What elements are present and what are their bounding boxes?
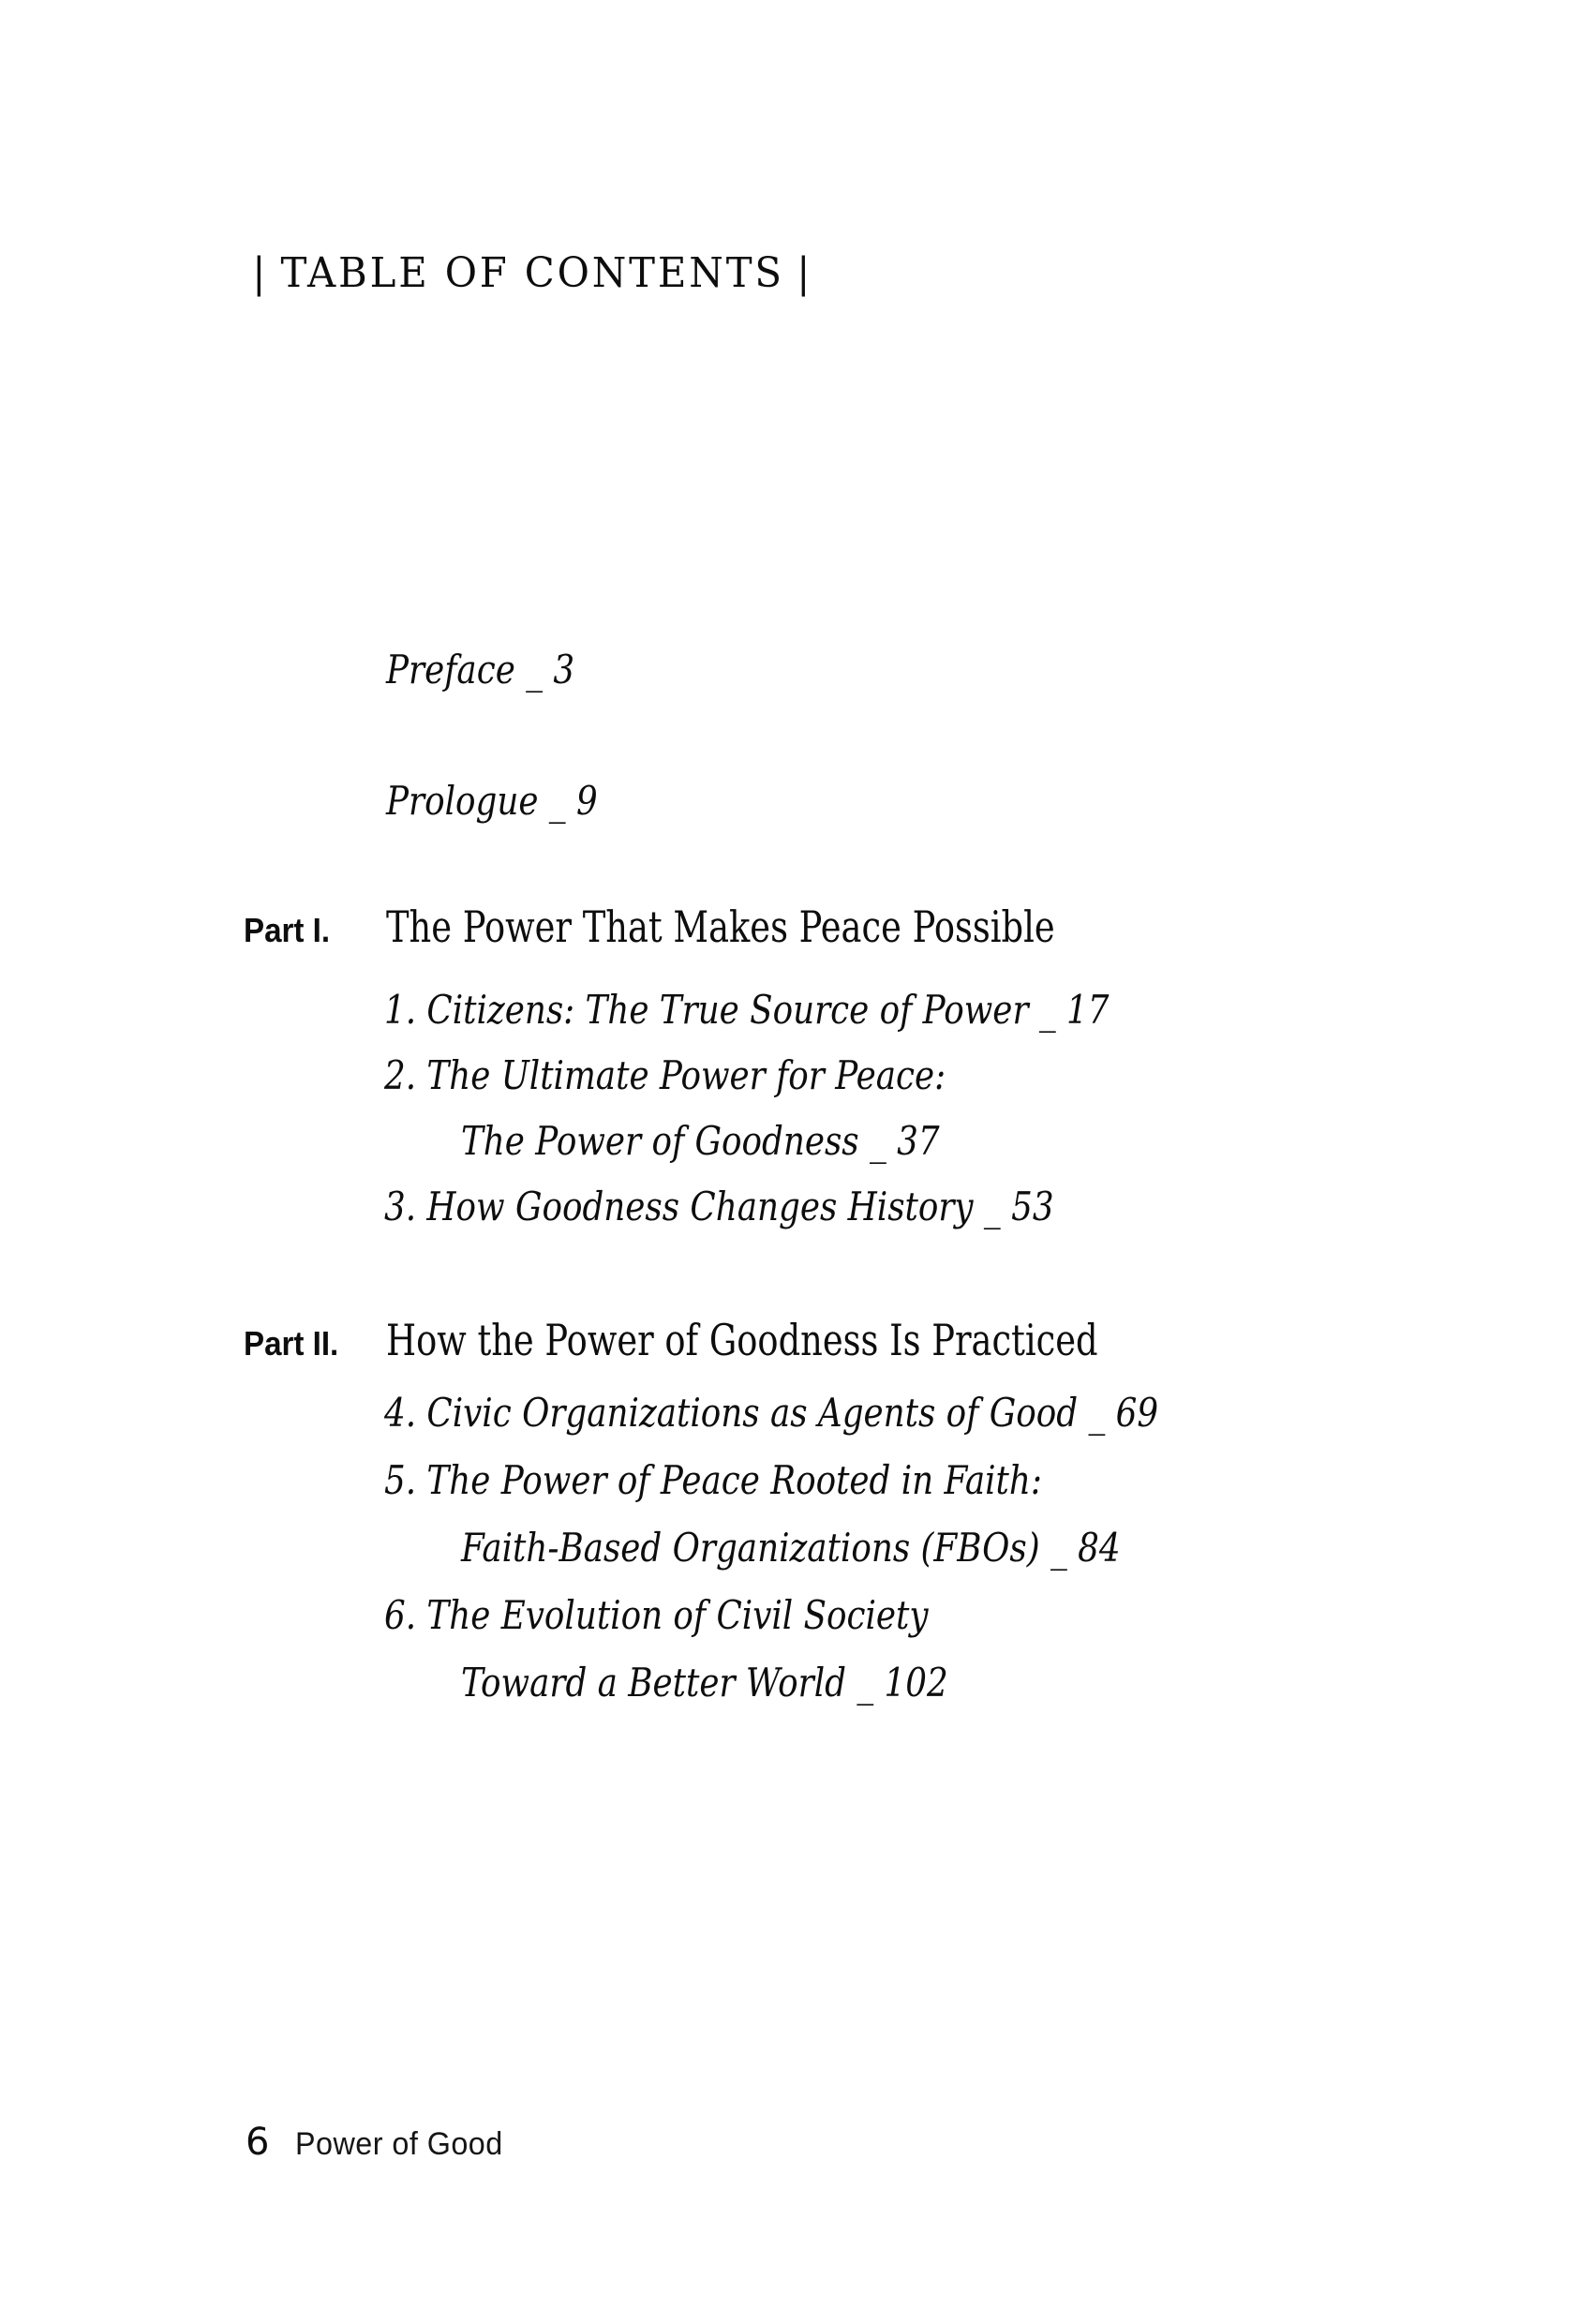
toc-entry-chapter-2-continuation: The Power of Goodness _ 37 <box>461 1118 940 1164</box>
toc-entry-chapter-6: 6. The Evolution of Civil Society <box>384 1592 929 1638</box>
part-1-title: The Power That Makes Peace Possible <box>386 901 1055 952</box>
part-2-heading <box>244 1315 1276 1366</box>
running-book-title: Power of Good <box>295 2126 504 2162</box>
page-title: TABLE OF CONTENTS <box>280 249 784 297</box>
page-number: 6 <box>246 2121 270 2164</box>
toc-entry-chapter-6-continuation: Toward a Better World _ 102 <box>461 1660 948 1706</box>
toc-entry-chapter-3: 3. How Goodness Changes History _ 53 <box>384 1184 1054 1229</box>
part-2-label: Part II. <box>244 1324 339 1363</box>
toc-entry-prologue: Prologue _ 9 <box>386 778 598 824</box>
toc-entry-chapter-2: 2. The Ultimate Power for Peace: <box>384 1052 946 1098</box>
part-1-heading <box>244 901 1222 953</box>
table-of-contents-header <box>240 249 825 299</box>
toc-entry-chapter-1: 1. Citizens: The True Source of Power _ 17 <box>384 987 1110 1033</box>
toc-entry-chapter-5: 5. The Power of Peace Rooted in Faith: <box>384 1457 1042 1503</box>
toc-entry-chapter-5-continuation: Faith-Based Organizations (FBOs) _ 84 <box>461 1525 1121 1571</box>
toc-entry-preface: Preface _ 3 <box>386 647 575 693</box>
toc-entry-chapter-4: 4. Civic Organizations as Agents of Good _ 69 <box>384 1390 1159 1436</box>
part-1-label: Part I. <box>244 911 331 949</box>
part-2-title: How the Power of Goodness Is Practiced <box>386 1315 1098 1365</box>
page-footer <box>246 2120 514 2165</box>
header-right-bar: | <box>797 249 813 297</box>
header-left-bar: | <box>252 249 269 297</box>
